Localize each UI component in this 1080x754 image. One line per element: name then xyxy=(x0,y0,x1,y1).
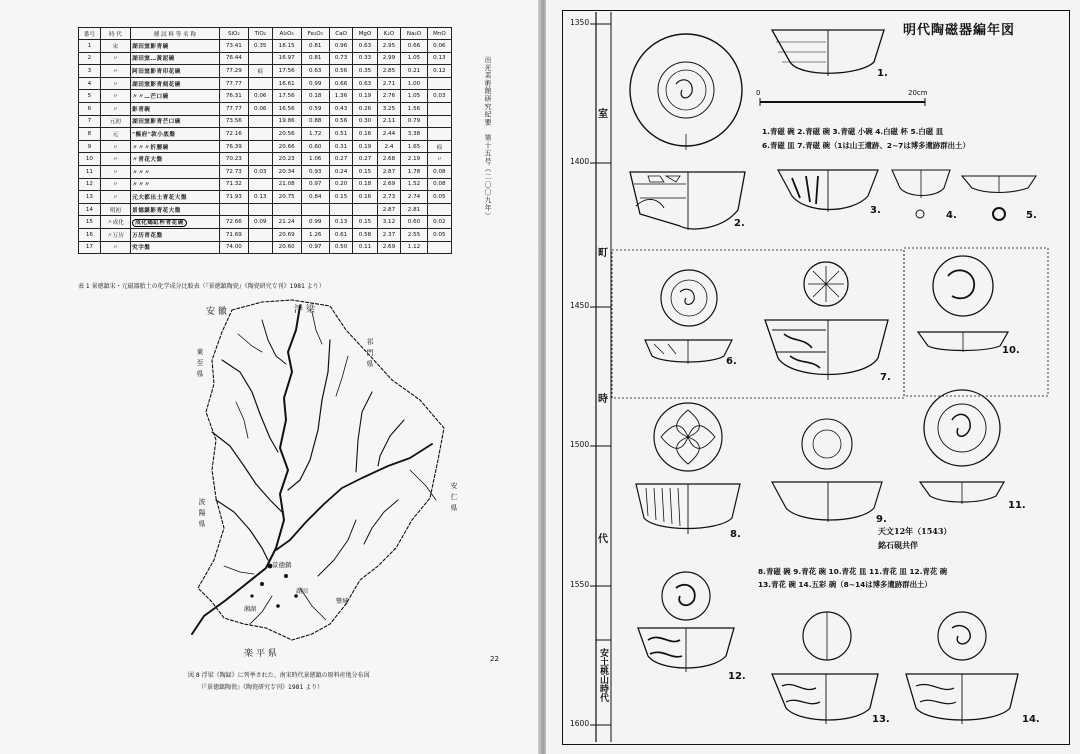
map-label-qimen: 祁 門 県 xyxy=(365,338,373,368)
table-cell: 〃〃〃折腰碗 xyxy=(131,140,220,153)
table-cell: 0.63 xyxy=(353,40,377,53)
table-cell: 〃〃〃 xyxy=(131,165,220,178)
table-header-cell: Na₂O xyxy=(401,28,427,40)
table-cell: 0.16 xyxy=(353,191,377,204)
table-cell: 0.35 xyxy=(248,40,272,53)
legend-line-3: 8.青磁 碗 9.青花 碗 10.青花 皿 11.青花 皿 12.青花 碗 xyxy=(758,567,948,576)
table-cell: 0.27 xyxy=(353,153,377,166)
table-cell: 14 xyxy=(79,203,101,216)
table-cell: 16.56 xyxy=(272,102,301,115)
table-cell: 0.56 xyxy=(329,115,353,128)
table-cell: 9 xyxy=(79,140,101,153)
table-cell: 1.05 xyxy=(401,90,427,103)
table-cell: 71.32 xyxy=(219,178,248,191)
table-cell: 20.66 xyxy=(272,140,301,153)
table-cell: 0.08 xyxy=(427,178,451,191)
table-cell: 2.95 xyxy=(377,40,401,53)
table-cell: 8 xyxy=(79,128,101,141)
table-cell: 74.00 xyxy=(219,241,248,254)
table-cell: 〃 xyxy=(100,52,130,65)
table-cell: 0.08 xyxy=(427,165,451,178)
table-cell: 2.74 xyxy=(401,191,427,204)
table-cell: 3.25 xyxy=(377,102,401,115)
table-header-cell: MgO xyxy=(353,28,377,40)
table-cell: 71.69 xyxy=(219,228,248,241)
year-1600: 1600 xyxy=(570,719,590,728)
table-cell: 0.16 xyxy=(353,128,377,141)
table-cell: 〃 xyxy=(100,77,130,90)
table-cell: 0.60 xyxy=(301,140,329,153)
table-header-cell: Al₂O₃ xyxy=(272,28,301,40)
table-cell: 元初 xyxy=(100,115,130,128)
table-cell: 痕 xyxy=(427,140,451,153)
table-cell: 77.77 xyxy=(219,102,248,115)
table-cell: 0.99 xyxy=(301,216,329,229)
table-cell: 0.63 xyxy=(353,77,377,90)
table-cell: 1.72 xyxy=(301,128,329,141)
table-cell: 0.60 xyxy=(401,216,427,229)
year-1350: 1350 xyxy=(570,18,590,27)
table-cell: 0.15 xyxy=(353,216,377,229)
table-header-cell: K₂O xyxy=(377,28,401,40)
fig-number-7: 7. xyxy=(880,372,891,383)
scale-end: 20cm xyxy=(908,89,928,97)
table-cell: 0.56 xyxy=(329,65,353,78)
table-cell: 21.08 xyxy=(272,178,301,191)
table-cell: 5 xyxy=(79,90,101,103)
table-cell: 77.29 xyxy=(219,65,248,78)
chart-title: 明代陶磁器編年図 xyxy=(903,23,1016,38)
table-cell: 0.33 xyxy=(353,52,377,65)
table-cell: 痕 xyxy=(248,65,272,78)
table-cell: 0.31 xyxy=(329,140,353,153)
table-cell: 20.34 xyxy=(272,165,301,178)
fig-number-12: 12. xyxy=(728,671,746,682)
table-header-cell: CaO xyxy=(329,28,353,40)
table-cell: 阿田窯影青印花碗 xyxy=(131,65,220,78)
table-cell: 0.13 xyxy=(248,191,272,204)
table-cell: 1 xyxy=(79,40,101,53)
table-cell: 1.12 xyxy=(401,241,427,254)
table-cell: 76.39 xyxy=(219,140,248,153)
table-cell: 0.59 xyxy=(301,102,329,115)
table-cell: 0.12 xyxy=(427,65,451,78)
table-cell: 0.27 xyxy=(329,153,353,166)
legend-line-2: 6.青磁 皿 7.青磁 碗（1は山王遺跡、2~7は博多遺跡群出土） xyxy=(762,141,970,150)
table-cell: 0.50 xyxy=(329,241,353,254)
table-cell: 0.73 xyxy=(329,52,353,65)
table-cell: 0.18 xyxy=(301,90,329,103)
table-cell: 0.09 xyxy=(248,216,272,229)
fig-number-4: 4. xyxy=(946,210,957,221)
table-cell: 0.21 xyxy=(401,65,427,78)
table-cell: 〃万历 xyxy=(100,228,130,241)
table-cell: 2.44 xyxy=(377,128,401,141)
table-cell: 72.16 xyxy=(219,128,248,141)
table-cell: 0.03 xyxy=(427,90,451,103)
table-cell: 0.19 xyxy=(353,90,377,103)
table-cell: 0.66 xyxy=(329,77,353,90)
table-header-cell: SiO₂ xyxy=(219,28,248,40)
table-cell: 72.73 xyxy=(219,165,248,178)
table-cell: 72.66 xyxy=(219,216,248,229)
fig-number-1: 1. xyxy=(877,68,888,79)
table-cell: 宋 xyxy=(100,40,130,53)
table-cell: 20.60 xyxy=(272,241,301,254)
era-char-2: 町 xyxy=(598,248,608,259)
note-inkstone: 銘石硯共伴 xyxy=(878,540,918,550)
table-cell: 影青碗 xyxy=(131,102,220,115)
table-cell: 2 xyxy=(79,52,101,65)
fig-number-14: 14. xyxy=(1022,714,1040,725)
table-cell: 2.11 xyxy=(377,115,401,128)
table-cell: 0.06 xyxy=(427,40,451,53)
table-cell: "樞府"款小底盤 xyxy=(131,128,220,141)
azuchi-label: 安土桃山時代 xyxy=(598,648,608,702)
map-label-anren: 安 仁 県 xyxy=(449,482,457,512)
table-cell: 1.05 xyxy=(401,52,427,65)
table-cell: 元 xyxy=(100,128,130,141)
table-cell: 17.56 xyxy=(272,65,301,78)
table-cell: 2.76 xyxy=(377,90,401,103)
table-cell: 0.18 xyxy=(353,178,377,191)
map-label-leping: 楽 平 県 xyxy=(244,649,277,659)
table-cell: 20.23 xyxy=(272,153,301,166)
table-cell: 11 xyxy=(79,165,101,178)
map-caption-source: （『景徳鎮陶瓷』《陶瓷研究专刊》1981 より） xyxy=(198,684,324,691)
table-cell: 3 xyxy=(79,65,101,78)
table-cell: 21.24 xyxy=(272,216,301,229)
era-char-3: 時 xyxy=(598,394,608,405)
table-cell: 2.69 xyxy=(377,178,401,191)
table-cell: 0.02 xyxy=(427,216,451,229)
table-header-cell: TiO₂ xyxy=(248,28,272,40)
table-cell: 0.88 xyxy=(301,115,329,128)
table-cell: 2.99 xyxy=(377,52,401,65)
table-cell: 1.65 xyxy=(401,140,427,153)
table-cell: 2.71 xyxy=(377,77,401,90)
fig-number-10: 10. xyxy=(1002,345,1020,356)
table-cell: 2.55 xyxy=(401,228,427,241)
table-cell: 2.68 xyxy=(377,153,401,166)
table-cell: 0.93 xyxy=(301,165,329,178)
table-cell: 0.97 xyxy=(301,241,329,254)
chronology-frame xyxy=(562,10,1070,745)
table-cell: 6 xyxy=(79,102,101,115)
table-cell: 湖田窯影青刻花碗 xyxy=(131,77,220,90)
table-cell: 0.79 xyxy=(401,115,427,128)
table-cell: 0.58 xyxy=(353,228,377,241)
table-header-cell: 種 試 料 等 名 称 xyxy=(131,28,220,40)
table-cell: 2.87 xyxy=(377,165,401,178)
table-cell: 16.61 xyxy=(272,77,301,90)
table-cell: 0.35 xyxy=(353,65,377,78)
table-cell: 〃青花大盤 xyxy=(131,153,220,166)
table-cell: 0.15 xyxy=(353,165,377,178)
table-cell: 0.66 xyxy=(401,40,427,53)
table-cell: 究字盤 xyxy=(131,241,220,254)
table-cell: 16.97 xyxy=(272,52,301,65)
year-1550: 1550 xyxy=(570,580,590,589)
table-cell: 0.51 xyxy=(329,128,353,141)
table-cell: 0.05 xyxy=(427,228,451,241)
table-cell: 20.75 xyxy=(272,191,301,204)
year-1450: 1450 xyxy=(570,301,590,310)
table-cell: 0.63 xyxy=(301,65,329,78)
table-cell: 〃 xyxy=(100,165,130,178)
page-number: 22 xyxy=(490,655,499,663)
table-cell: 0.30 xyxy=(353,115,377,128)
table-cell: 0.61 xyxy=(329,228,353,241)
table-cell: 0.20 xyxy=(329,178,353,191)
table-cell: 1.26 xyxy=(301,228,329,241)
map-caption: 図 8 浮梁《陶録》に列挙された、南宋時代景徳鎮の原料産地分布図 xyxy=(188,672,370,679)
legend-line-1: 1.青磁 碗 2.青磁 碗 3.青磁 小碗 4.白磁 杯 5.白磁 皿 xyxy=(762,127,944,136)
table-cell: 77.77 xyxy=(219,77,248,90)
table-cell: 18.15 xyxy=(272,40,301,53)
fig-number-3: 3. xyxy=(870,205,881,216)
table-cell: 0.96 xyxy=(329,40,353,53)
table-cell: 0.81 xyxy=(301,40,329,53)
table-cell: 1.00 xyxy=(401,77,427,90)
table-cell: 0.11 xyxy=(353,241,377,254)
table-cell: 〃 xyxy=(100,102,130,115)
table-cell: 2.87 xyxy=(377,203,401,216)
table-cell: 0.26 xyxy=(353,102,377,115)
table-header-cell: 時 代 xyxy=(100,28,130,40)
table-cell: 万历青花盤 xyxy=(131,228,220,241)
table-cell: 0.81 xyxy=(301,52,329,65)
table-cell: 2.4 xyxy=(377,140,401,153)
map-label-city: 景徳鎮 xyxy=(272,561,292,569)
table-cell: 0.06 xyxy=(248,90,272,103)
table-cell: 〃 xyxy=(100,191,130,204)
fig-number-9: 9. xyxy=(876,514,887,525)
running-head: 出光美術館研究紀要 第十五号（二〇〇九年） xyxy=(483,56,491,220)
table-cell: 湖田窯…黃泥碗 xyxy=(131,52,220,65)
table-cell: 〃〃…芒口碗 xyxy=(131,90,220,103)
table-cell: 0.13 xyxy=(427,52,451,65)
table-cell: 〃 xyxy=(100,241,130,254)
table-cell: 0.97 xyxy=(301,178,329,191)
table-header-cell: Fe₂O₃ xyxy=(301,28,329,40)
map-label-dongzhi: 東 至 県 xyxy=(195,348,203,378)
table-cell: 17 xyxy=(79,241,101,254)
table-cell: 1.36 xyxy=(329,90,353,103)
table-cell: 2.85 xyxy=(377,65,401,78)
table-cell: 7 xyxy=(79,115,101,128)
map-label-poyang: 波 陽 県 xyxy=(197,498,205,528)
map-label-fengcheng: 豐城 xyxy=(336,598,349,605)
table-cell: 16 xyxy=(79,228,101,241)
table-cell: 4 xyxy=(79,77,101,90)
table-cell: 1.78 xyxy=(401,165,427,178)
fig-number-6: 6. xyxy=(726,356,737,367)
table-header-cell: MnO xyxy=(427,28,451,40)
table-cell: 2.37 xyxy=(377,228,401,241)
table-cell: 〃 xyxy=(100,153,130,166)
note-date: 天文12年（1543） xyxy=(878,526,952,536)
table-cell: 〃 xyxy=(100,65,130,78)
table-cell: 0.43 xyxy=(329,102,353,115)
table-cell: 元大都出土青花大盤 xyxy=(131,191,220,204)
table-cell: 10 xyxy=(79,153,101,166)
table-cell: 湖田窯影青芒口碗 xyxy=(131,115,220,128)
fig-number-13: 13. xyxy=(872,714,890,725)
table-cell: 71.93 xyxy=(219,191,248,204)
table-cell: 2.69 xyxy=(377,241,401,254)
table-cell: 1.52 xyxy=(401,178,427,191)
map-label-fuliang: 浮 梁 xyxy=(294,305,315,315)
table-cell: 0.99 xyxy=(301,77,329,90)
year-1400: 1400 xyxy=(570,157,590,166)
table-cell: 0.15 xyxy=(329,191,353,204)
table-cell: 2.73 xyxy=(377,191,401,204)
circled-sample-name: 成化鶏缸杯青花碗 xyxy=(132,219,187,227)
fig-number-8: 8. xyxy=(730,529,741,540)
table-cell: 13 xyxy=(79,191,101,204)
year-1500: 1500 xyxy=(570,440,590,449)
table-cell: 20.56 xyxy=(272,128,301,141)
table-cell: 0.24 xyxy=(329,165,353,178)
table-cell: 0.13 xyxy=(329,216,353,229)
table-cell: 景德鎮影青花大盤 xyxy=(131,203,220,216)
scale-zero: 0 xyxy=(756,89,761,97)
map-label-hutian: 湖田 xyxy=(296,588,309,595)
table-cell: 73.56 xyxy=(219,115,248,128)
fig-number-2: 2. xyxy=(734,218,745,229)
table-cell: 2.81 xyxy=(401,203,427,216)
table-cell: 湖田窯影青碗 xyxy=(131,40,220,53)
table-cell: 1.56 xyxy=(401,102,427,115)
table-cell: 17.56 xyxy=(272,90,301,103)
table-cell: 3.12 xyxy=(377,216,401,229)
table-cell: 76.31 xyxy=(219,90,248,103)
table-cell: 0.19 xyxy=(353,140,377,153)
table-cell: 0.03 xyxy=(248,165,272,178)
table-cell: 2.19 xyxy=(401,153,427,166)
table-cell: 0.84 xyxy=(301,191,329,204)
table-cell: 〃成化 xyxy=(100,216,130,229)
map-label-anhui: 安 徽 xyxy=(206,307,227,317)
table-cell: 20.69 xyxy=(272,228,301,241)
table-cell: 〃〃〃 xyxy=(131,178,220,191)
fig-number-11: 11. xyxy=(1008,500,1026,511)
era-char-4: 代 xyxy=(598,534,608,545)
table-cell: 70.23 xyxy=(219,153,248,166)
table-cell: 12 xyxy=(79,178,101,191)
table-cell: 1.06 xyxy=(301,153,329,166)
table-caption: 表 1 景徳鎮宋・元磁器胎土の化学成分比較表（『景徳鎮陶瓷』《陶瓷研究专刊》1981 より） xyxy=(78,283,325,290)
right-page xyxy=(546,0,1080,754)
table-cell: 〃 xyxy=(100,178,130,191)
table-cell: 明初 xyxy=(100,203,130,216)
map-label-xiangtian: 湘湖 xyxy=(244,606,257,613)
table-cell: 73.41 xyxy=(219,40,248,53)
table-cell: 〃 xyxy=(100,90,130,103)
fig-number-5: 5. xyxy=(1026,210,1037,221)
table-cell: 〃 xyxy=(100,140,130,153)
table-header-cell: 番号 xyxy=(79,28,101,40)
era-char-1: 室 xyxy=(598,109,608,120)
table-cell: 0.06 xyxy=(248,102,272,115)
table-cell: 15 xyxy=(79,216,101,229)
table-cell: 3.38 xyxy=(401,128,427,141)
table-cell: 76.44 xyxy=(219,52,248,65)
table-cell: 0.05 xyxy=(427,191,451,204)
legend-line-4: 13.青花 碗 14.五彩 碗（8~14は博多遺跡群出土） xyxy=(758,580,932,589)
table-cell: 19.86 xyxy=(272,115,301,128)
table-cell: 〃 xyxy=(427,153,451,166)
